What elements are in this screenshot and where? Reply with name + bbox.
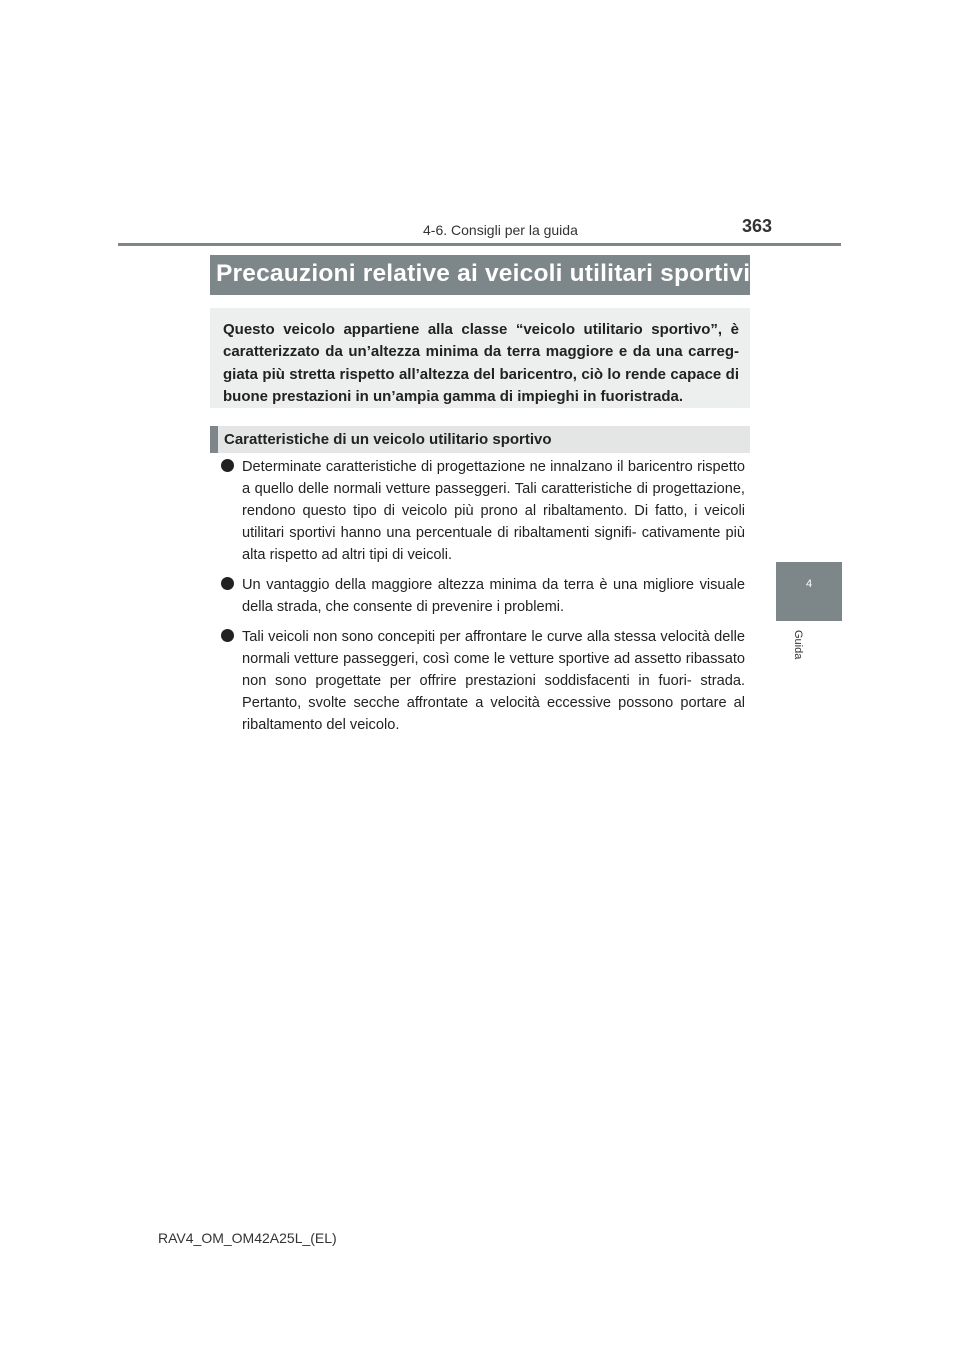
title-bar (210, 255, 750, 295)
bullet-text: Determinate caratteristiche di progettazione ne innalzano il baricentro rispetto a quello delle normali vetture passeggeri. Tali caratteristiche di progettazione, rendono questo tipo di veicolo più prono al ribaltamento. Di fatto, i veicoli utilitari sportivi hanno una percentuale di ribaltamenti signifi- cativamente più alta rispetto ad altri tipi di veicoli. (242, 459, 745, 563)
list-item (221, 626, 745, 736)
intro-box (210, 308, 750, 408)
header-rule (118, 243, 841, 246)
list-item (221, 456, 745, 566)
bullet-list (221, 456, 745, 744)
page-title: Precauzioni relative ai veicoli utilitari sportivi (216, 260, 751, 287)
section-heading-bar (210, 426, 750, 453)
footer-code: RAV4_OM_OM42A25L_(EL) (158, 1230, 337, 1246)
bullet-dot-icon (221, 577, 234, 590)
intro-text: Questo veicolo appartiene alla classe “veicolo utilitario sportivo”, è caratterizzato da un’altezza minima da terra maggiore e da una carreg- giata più stretta rispetto all’altezza del baricentro, ciò lo rende capace di buone prestazioni in un’ampia gamma di impieghi in fuoristrada. (223, 321, 739, 406)
page-header-section: 4-6. Consigli per la guida (423, 222, 578, 238)
bullet-dot-icon (221, 459, 234, 472)
chapter-label-text: Guida (792, 630, 804, 660)
bullet-dot-icon (221, 629, 234, 642)
bullet-text: Un vantaggio della maggiore altezza minima da terra è una migliore visuale della strada, che consente di prevenire i problemi. (242, 577, 745, 615)
bullet-text: Tali veicoli non sono concepiti per affrontare le curve alla stessa velocità delle normali vetture passeggeri, così come le vetture sportive ad assetto ribassato non sono progettate per offrire prestazioni soddisfacenti in fuori- strada. Pertanto, svolte secche affrontate a velocità eccessive possono portare al ribaltamento del veicolo. (242, 629, 745, 733)
chapter-number: 4 (805, 578, 813, 590)
section-heading: Caratteristiche di un veicolo utilitario sportivo (224, 431, 552, 448)
page-number: 363 (742, 216, 773, 236)
section-heading-accent (210, 426, 218, 453)
list-item (221, 574, 745, 618)
chapter-label (791, 630, 805, 670)
chapter-tab (776, 562, 842, 621)
